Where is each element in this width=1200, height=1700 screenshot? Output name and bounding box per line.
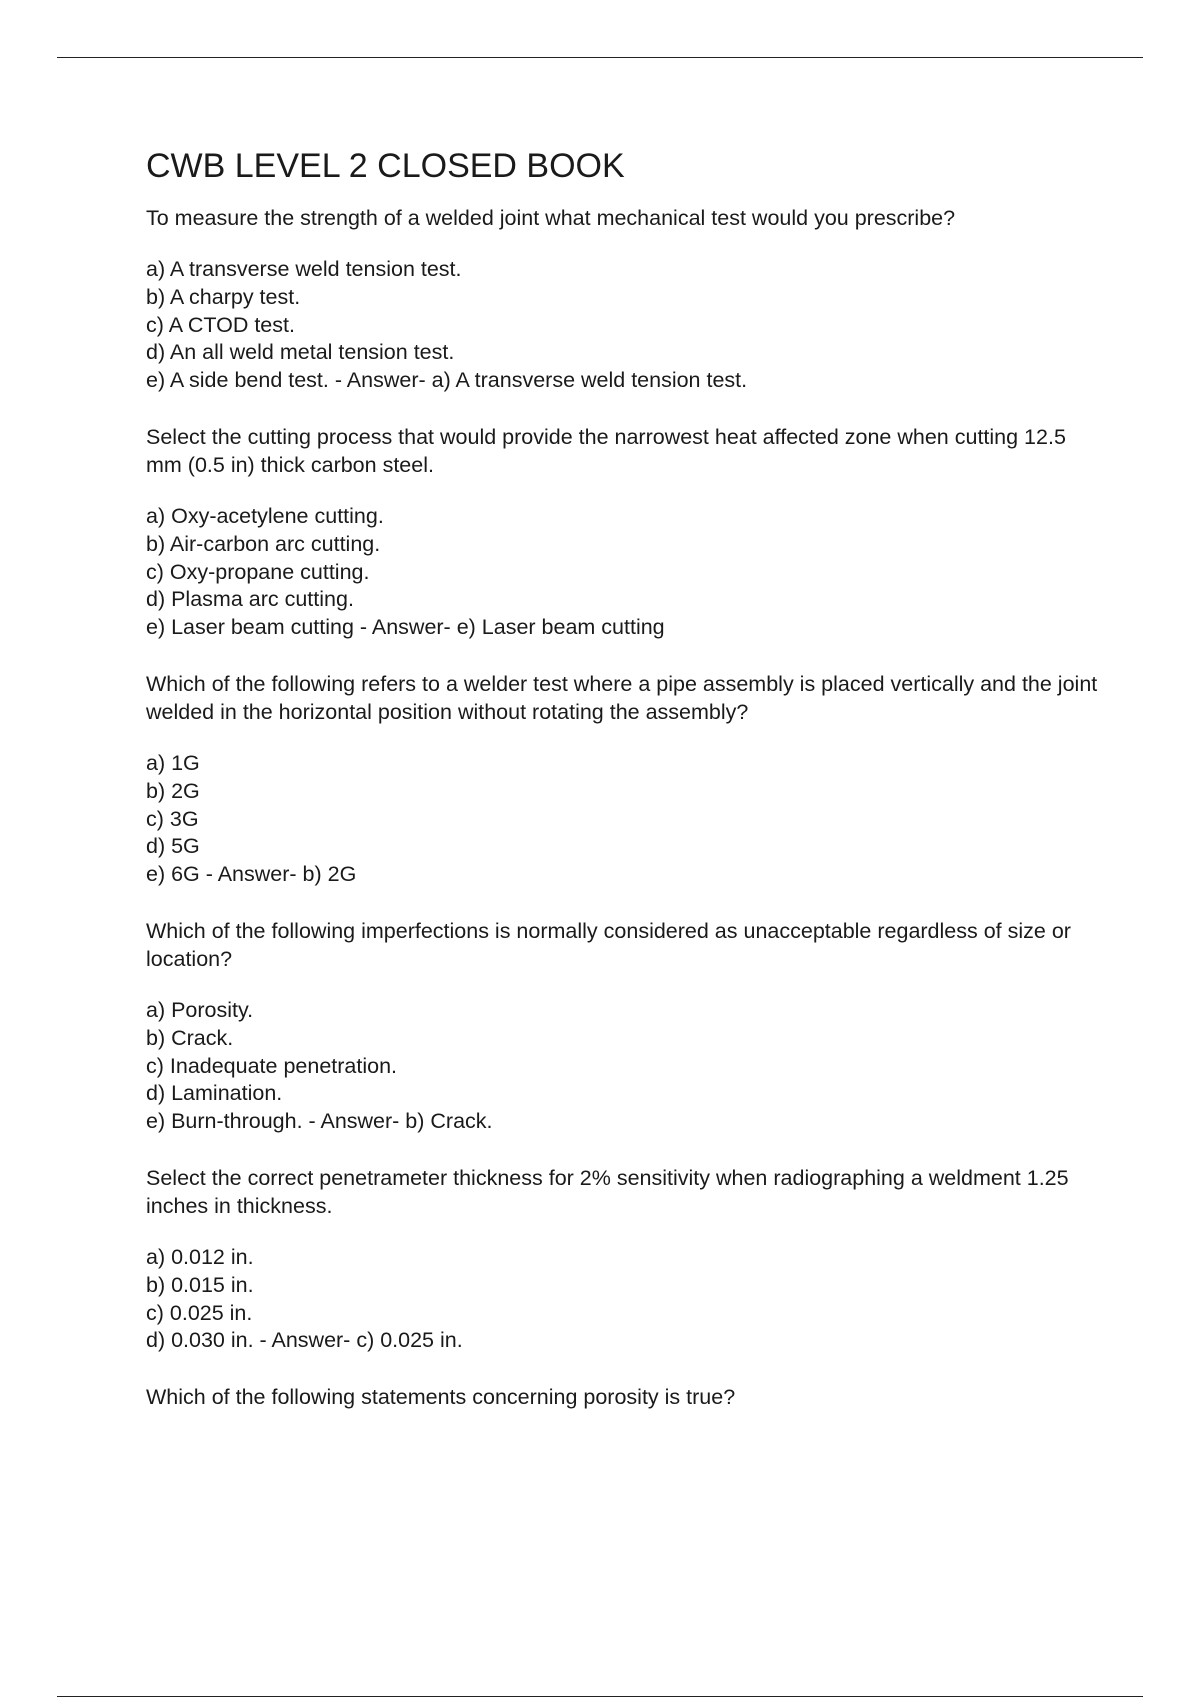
question-3 bbox=[146, 670, 1106, 889]
question-text: To measure the strength of a welded joint what mechanical test would you prescribe? bbox=[146, 206, 956, 230]
option-d: d) An all weld metal tension test. bbox=[146, 340, 455, 365]
option-d: d) 5G bbox=[146, 834, 200, 859]
option-e-with-answer: e) 6G - Answer- b) 2G bbox=[146, 862, 357, 887]
question-text: Select the cutting process that would provide the narrowest heat affected zone when cutting 12.5 mm (0.5 in) thick carbon steel. bbox=[146, 424, 1066, 477]
option-d-with-answer: d) 0.030 in. - Answer- c) 0.025 in. bbox=[146, 1328, 463, 1353]
option-b: b) 0.015 in. bbox=[146, 1272, 254, 1297]
option-e-with-answer: e) Laser beam cutting - Answer- e) Laser beam cutting bbox=[146, 615, 665, 640]
option-d: d) Plasma arc cutting. bbox=[146, 587, 354, 612]
option-b: b) Air-carbon arc cutting. bbox=[146, 531, 381, 556]
option-a: a) Porosity. bbox=[146, 997, 254, 1022]
option-c: c) A CTOD test. bbox=[146, 312, 295, 337]
document-body bbox=[146, 142, 1106, 1411]
option-a: a) 1G bbox=[146, 750, 200, 775]
document-title: CWB LEVEL 2 CLOSED BOOK bbox=[146, 147, 625, 185]
question-2 bbox=[146, 423, 1106, 642]
question-text: Which of the following statements concerning porosity is true? bbox=[146, 1385, 736, 1410]
option-c: c) Oxy-propane cutting. bbox=[146, 559, 370, 584]
question-6 bbox=[146, 1383, 1106, 1411]
question-4 bbox=[146, 917, 1106, 1136]
question-text: Which of the following refers to a welder test where a pipe assembly is placed vertically and the joint welded in the horizontal position without rotating the assembly? bbox=[146, 671, 1098, 724]
option-b: b) A charpy test. bbox=[146, 284, 301, 309]
option-d: d) Lamination. bbox=[146, 1081, 283, 1106]
answer-options bbox=[146, 750, 1106, 889]
question-text: Select the correct penetrameter thickness for 2% sensitivity when radiographing a weldment 1.25 inches in thickness. bbox=[146, 1165, 1069, 1218]
question-1 bbox=[146, 204, 1106, 395]
top-divider bbox=[57, 57, 1143, 58]
option-e-with-answer: e) Burn-through. - Answer- b) Crack. bbox=[146, 1109, 493, 1134]
option-c: c) 0.025 in. bbox=[146, 1300, 253, 1325]
bottom-divider bbox=[57, 1696, 1143, 1697]
option-c: c) 3G bbox=[146, 806, 199, 831]
option-b: b) 2G bbox=[146, 778, 200, 803]
option-c: c) Inadequate penetration. bbox=[146, 1053, 398, 1078]
answer-options bbox=[146, 1244, 1106, 1355]
option-a: a) Oxy-acetylene cutting. bbox=[146, 503, 384, 528]
option-a: a) A transverse weld tension test. bbox=[146, 257, 462, 281]
option-e-with-answer: e) A side bend test. - Answer- a) A transverse weld tension test. bbox=[146, 368, 748, 393]
answer-options bbox=[146, 997, 1106, 1136]
question-5 bbox=[146, 1164, 1106, 1355]
option-a: a) 0.012 in. bbox=[146, 1244, 254, 1269]
answer-options bbox=[146, 503, 1106, 642]
option-b: b) Crack. bbox=[146, 1025, 234, 1050]
answer-options bbox=[146, 256, 1106, 395]
question-text: Which of the following imperfections is normally considered as unacceptable regardless of size or location? bbox=[146, 918, 1071, 971]
